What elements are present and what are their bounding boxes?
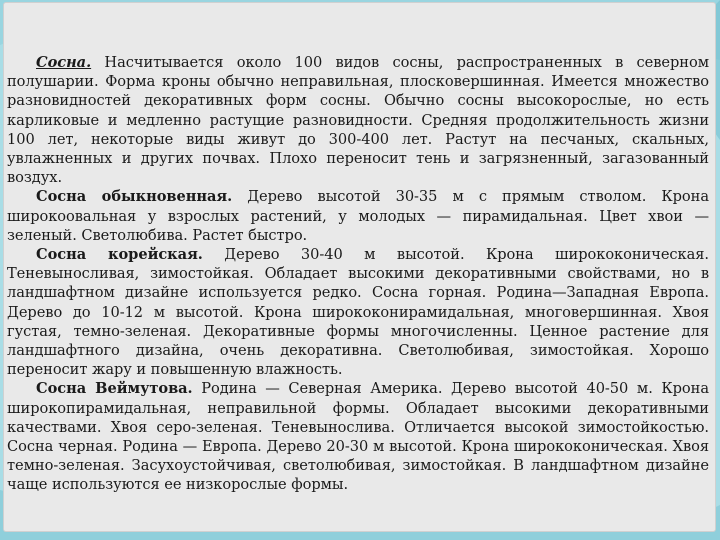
paragraph-heading: Сосна обыкновенная. xyxy=(36,188,233,206)
paragraph-text: Дерево 30-40 м высотой. Крона ширококоническая. Теневыносливая, зимостойкая. Обладает высокими декоративными свойствами, но в ландшафтном дизайне используется редко. Сосна горная. Родина—Западная Европа. Дерево до 10-12 м высотой. Крона ширококонирамидальная, многовершинная. Хвоя густая, темно-зеленая. Декоративные формы многочисленны. Ценное растение для ландшафтного дизайна, очень декоративна. Светолюбивая, зимостойкая. Хорошо переносит жару и повышенную влажность. xyxy=(7,246,709,379)
paragraph-text: Родина — Северная Америка. Дерево высотой 40-50 м. Крона широкопирамидальная, неправильной формы. Обладает высокими декоративными качествами. Хвоя серо-зеленая. Теневыносливa. Отличается высокой зимостойкостью. Сосна черная. Родина — Европа. Дерево 20-30 м высотой. Крона ширококоническая. Хвоя темно-зеленая. Засухоустойчивая, светолюбивая, зимостойкая. В ландшафтном дизайне чаще используются ее низкорослые формы. xyxy=(7,380,709,494)
paragraph-weymouth-pine xyxy=(7,379,709,494)
paragraph-heading: Сосна. xyxy=(36,54,92,71)
paragraph-korean-pine xyxy=(7,245,709,379)
paragraph-text: Насчитывается около 100 видов сосны, распространенных в северном полушарии. Форма кроны обычно неправильная, плосковершинная. Имеется множество разновидностей декоративных форм сосны. Обычно сосны высокорослые, но есть карликовые и медленно растущие разновидности. Средняя продолжительность жизни 100 лет, некоторые виды живут до 300-400 лет. Растут на песчаных, скальных, увлажненных и других почвах. Плохо переносит тень и загрязненный, загазованный воздух. xyxy=(7,54,709,187)
article-body xyxy=(7,53,709,495)
paragraph-text: Дерево высотой 30-35 м с прямым стволом. Крона широкоовальная у взрослых растений, у молодых — пирамидальная. Цвет хвои — зеленый. Светолюбива. Растет быстро. xyxy=(7,188,709,244)
paragraph-pine-genus xyxy=(7,53,709,187)
paragraph-heading: Сосна Веймутова. xyxy=(36,380,193,398)
paragraph-scots-pine xyxy=(7,187,709,245)
paragraph-heading: Сосна корейская. xyxy=(36,246,203,264)
